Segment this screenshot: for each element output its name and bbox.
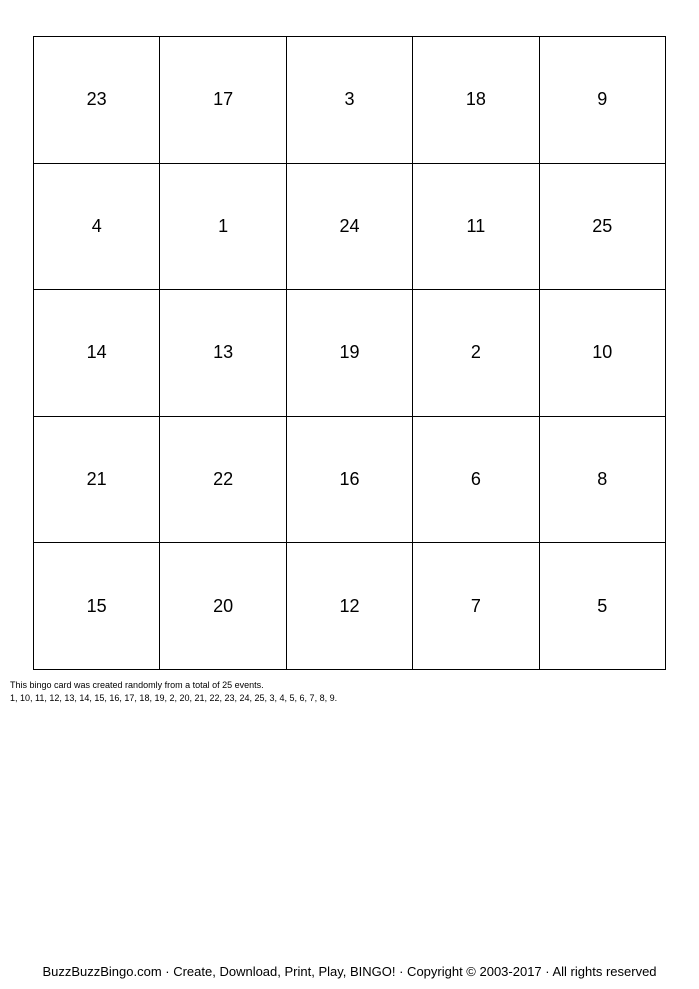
bingo-cell: 5: [539, 543, 665, 670]
bingo-row: [34, 37, 666, 164]
footer-text: BuzzBuzzBingo.com · Create, Download, Print, Play, BINGO! · Copyright © 2003-2017 · All rights reserved: [42, 964, 657, 979]
bingo-card: [33, 36, 666, 670]
bingo-row: [34, 163, 666, 290]
bingo-cell: 17: [160, 37, 286, 164]
bingo-cell: 22: [160, 416, 286, 543]
bingo-row: [34, 543, 666, 670]
bingo-cell: 6: [413, 416, 539, 543]
bingo-cell: 4: [34, 163, 160, 290]
bingo-cell: 24: [286, 163, 412, 290]
bingo-cell: 25: [539, 163, 665, 290]
bingo-row: [34, 416, 666, 543]
bingo-card-body: [34, 37, 666, 670]
bingo-cell: 12: [286, 543, 412, 670]
bingo-cell: 11: [413, 163, 539, 290]
card-info-text: This bingo card was created randomly from a total of 25 events.: [10, 680, 264, 690]
bingo-cell: 13: [160, 290, 286, 417]
bingo-cell: 10: [539, 290, 665, 417]
bingo-cell: 16: [286, 416, 412, 543]
bingo-cell: 1: [160, 163, 286, 290]
bingo-cell: 3: [286, 37, 412, 164]
bingo-cell: 18: [413, 37, 539, 164]
bingo-cell: 2: [413, 290, 539, 417]
bingo-cell: 8: [539, 416, 665, 543]
bingo-cell: 20: [160, 543, 286, 670]
bingo-cell: 15: [34, 543, 160, 670]
bingo-cell: 7: [413, 543, 539, 670]
events-list-text: 1, 10, 11, 12, 13, 14, 15, 16, 17, 18, 19, 2, 20, 21, 22, 23, 24, 25, 3, 4, 5, 6, 7, 8, 9.: [10, 693, 338, 703]
bingo-cell: 19: [286, 290, 412, 417]
bingo-cell: 14: [34, 290, 160, 417]
bingo-row: [34, 290, 666, 417]
bingo-cell: 23: [34, 37, 160, 164]
bingo-cell: 9: [539, 37, 665, 164]
bingo-cell: 21: [34, 416, 160, 543]
